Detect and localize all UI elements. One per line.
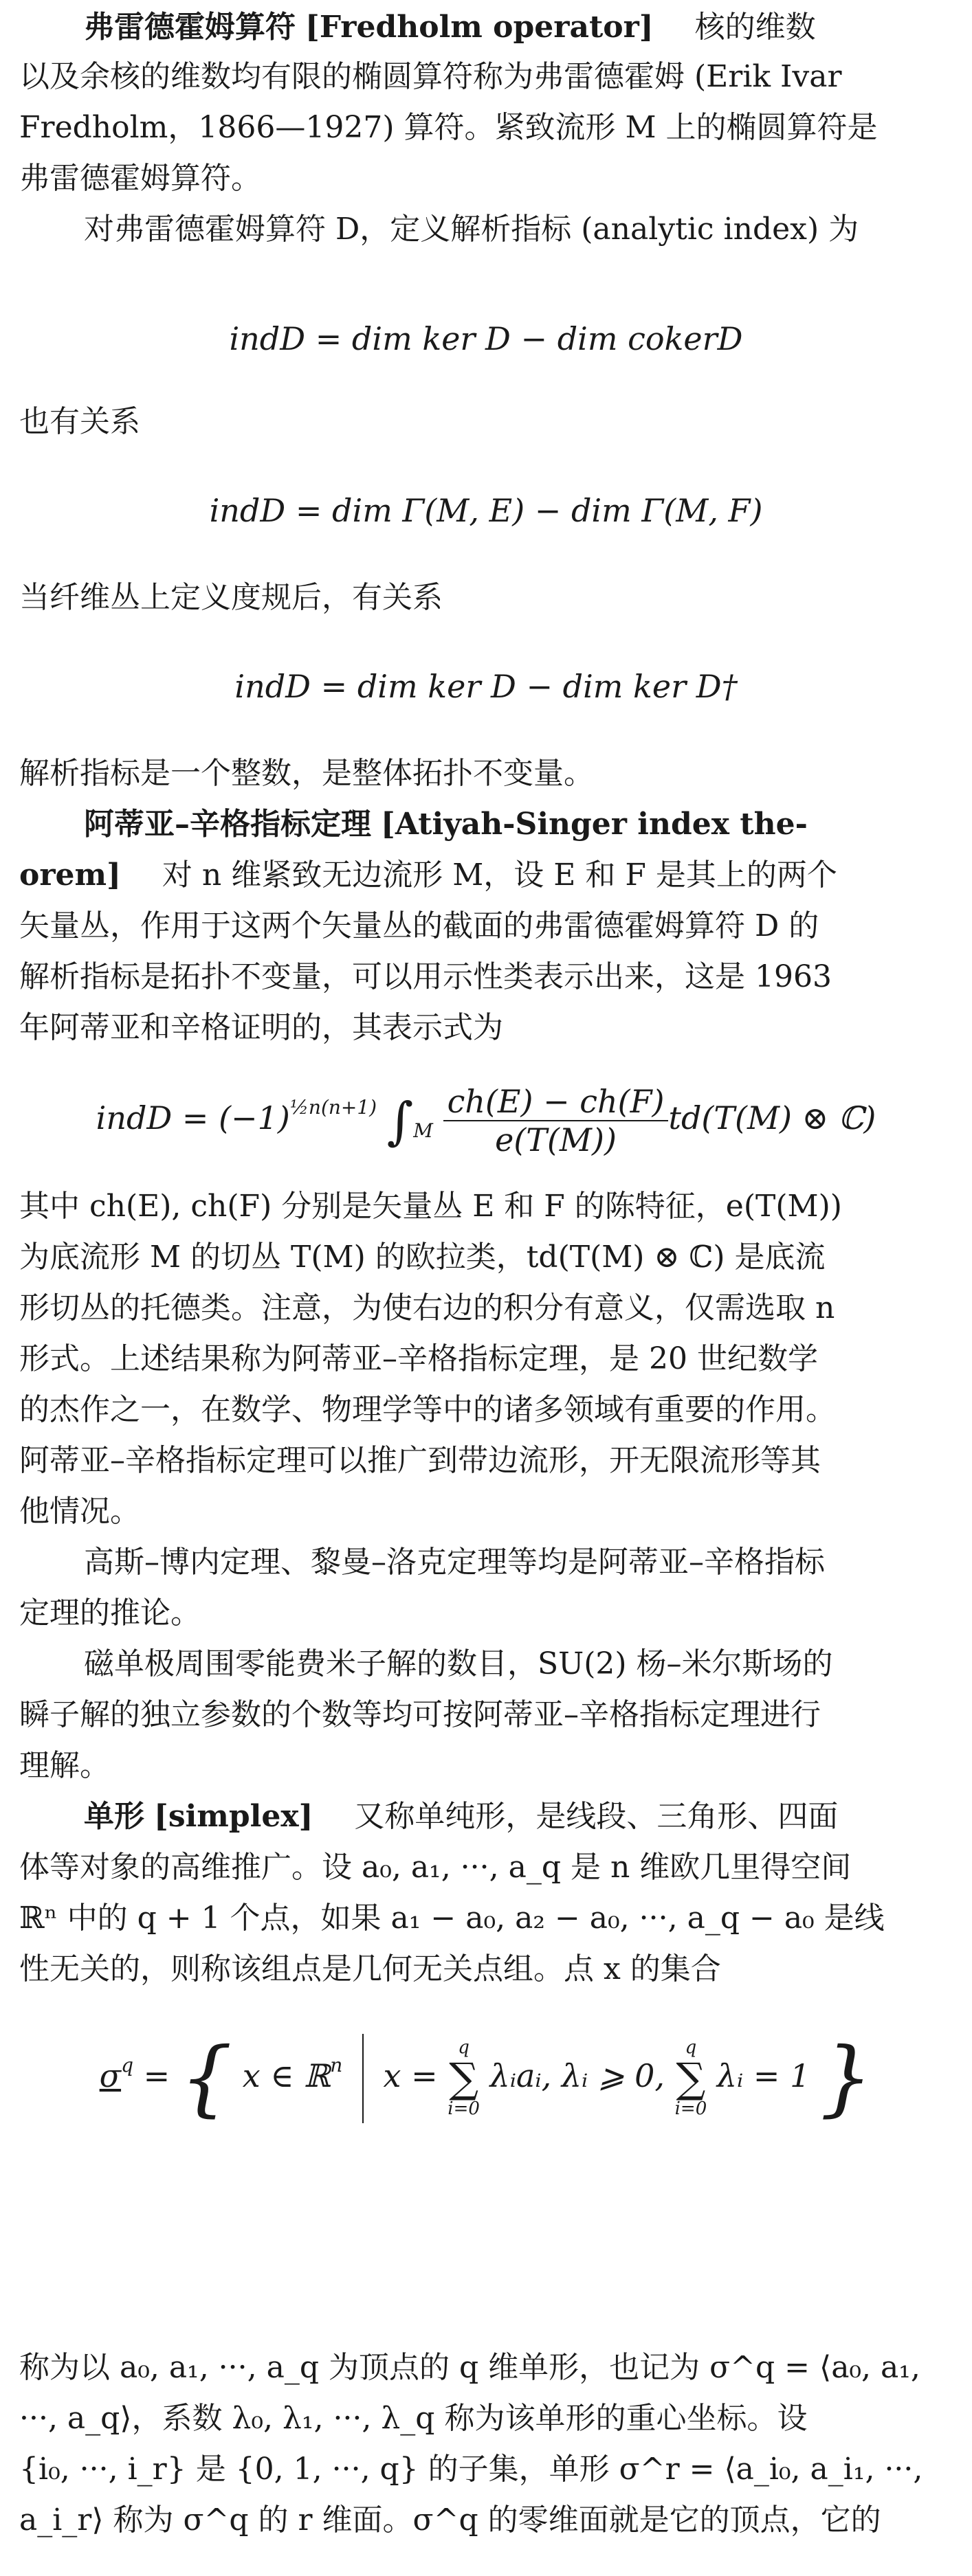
condition-lhs: x = — [383, 2057, 438, 2094]
set-dim-superscript: n — [330, 2054, 343, 2076]
term-atiyah-singer-en: [Atiyah-Singer index the- — [381, 807, 808, 842]
text-line: 的杰作之一，在数学、物理学等中的诸多领域有重要的作用。 — [19, 1392, 836, 1427]
text-line: 他情况。 — [19, 1494, 140, 1529]
text-line: 形切丛的托德类。注意，为使右边的积分有意义，仅需选取 n — [19, 1290, 835, 1325]
sum-sign: ∑ — [449, 2054, 479, 2103]
text-line: 高斯–博内定理、黎曼–洛克定理等均是阿蒂亚–辛格指标 — [84, 1545, 825, 1580]
integral-domain: M — [413, 1119, 433, 1142]
text-line: 体等对象的高维推广。设 a₀, a₁, ···, a_q 是 n 维欧几里得空间 — [19, 1850, 852, 1885]
eq-todd-class: td(T(M) ⊗ ℂ) — [668, 1099, 876, 1136]
term-atiyah-singer-en-cont: orem] — [19, 858, 121, 893]
text-line: 弗雷德霍姆算符。 — [19, 161, 261, 196]
text-line: 当纤维丛上定义度规后，有关系 — [19, 580, 443, 615]
term-fredholm-en: [Fredholm operator] — [305, 10, 654, 45]
text-line: 也有关系 — [19, 404, 140, 439]
term-atiyah-singer: 阿蒂亚–辛格指标定理 — [84, 807, 371, 842]
left-brace-icon: { — [179, 2030, 233, 2126]
text-line: Fredholm，1866—1927) 算符。紧致流形 M 上的椭圆算符是 — [19, 110, 878, 145]
condition-normalization: λᵢ = 1 — [716, 2057, 810, 2094]
text-line: ···, a_q⟩，系数 λ₀, λ₁, ···, λ_q 称为该单形的重心坐标。设 — [19, 2401, 808, 2436]
equation-index-adjoint: indD = dim ker D − dim ker D† — [234, 668, 738, 705]
text-line: 定理的推论。 — [19, 1595, 201, 1631]
atiyah-line-2 — [19, 860, 954, 891]
text-line: 又称单纯形，是线段、三角形、四面 — [354, 1799, 839, 1834]
text-line: 性无关的，则称该组点是几何无关点组。点 x 的集合 — [19, 1951, 721, 1986]
sum-lower: i=0 — [674, 2098, 707, 2119]
text-line: 核的维数 — [694, 10, 816, 45]
term-simplex-en: [simplex] — [154, 1799, 313, 1834]
sum-upper: q — [685, 2037, 697, 2059]
sum-lower: i=0 — [448, 2098, 480, 2119]
sigma-superscript: q — [121, 2054, 133, 2076]
text-line: 称为以 a₀, a₁, ···, a_q 为顶点的 q 维单形，也记为 σ^q = ⟨a₀, a₁, — [19, 2350, 920, 2385]
text-line: 瞬子解的独立参数的个数等均可按阿蒂亚–辛格指标定理进行 — [19, 1697, 821, 1732]
text-line: 以及余核的维数均有限的椭圆算符称为弗雷德霍姆 (Erik Ivar — [19, 59, 842, 94]
text-line: 形式。上述结果称为阿蒂亚–辛格指标定理，是 20 世纪数学 — [19, 1341, 818, 1376]
eq-fraction — [443, 1083, 669, 1158]
atiyah-heading-line — [84, 809, 972, 840]
eq-exponent: ½n(n+1) — [289, 1096, 377, 1119]
text-line: 解析指标是一个整数，是整体拓扑不变量。 — [19, 756, 594, 791]
text-line: 矢量丛，作用于这两个矢量丛的截面的弗雷德霍姆算符 D 的 — [19, 908, 819, 943]
eq-lhs: indD = (−1) — [96, 1099, 290, 1136]
sum-operator — [675, 2038, 707, 2118]
integral-sign: ∫ — [386, 1092, 414, 1151]
text-line: 对 n 维紧致无边流形 M，设 E 和 F 是其上的两个 — [162, 858, 837, 893]
equation-simplex-set — [0, 2030, 972, 2126]
simplex-heading-line — [84, 1799, 972, 1834]
sigma-symbol: σ — [99, 2057, 122, 2094]
text-line: 理解。 — [19, 1748, 110, 1783]
text-line: 磁单极周围零能费米子解的数目，SU(2) 杨–米尔斯场的 — [84, 1646, 833, 1681]
fredholm-heading-line — [84, 12, 972, 43]
text-line: 对弗雷德霍姆算符 D，定义解析指标 (analytic index) 为 — [84, 212, 859, 247]
sum-operator — [448, 2038, 480, 2118]
term-fredholm: 弗雷德霍姆算符 — [84, 10, 296, 45]
equation-atiyah-singer — [0, 1083, 972, 1158]
eq-denominator: e(T(M)) — [495, 1121, 617, 1158]
text-line: 年阿蒂亚和辛格证明的，其表示式为 — [19, 1010, 503, 1045]
eq-numerator: ch(E) − ch(F) — [443, 1086, 669, 1121]
sum-upper: q — [458, 2037, 470, 2059]
right-brace-icon: } — [819, 2030, 873, 2126]
sum-sign: ∑ — [676, 2054, 706, 2103]
text-line: ℝⁿ 中的 q + 1 个点，如果 a₁ − a₀, a₂ − a₀, ···, a_q − a₀ 是线 — [19, 1901, 885, 1936]
text-line: 为底流形 M 的切丛 T(M) 的欧拉类，td(T(M) ⊗ ℂ) 是底流 — [19, 1240, 826, 1275]
text-line: 其中 ch(E), ch(F) 分别是矢量丛 E 和 F 的陈特征，e(T(M)) — [19, 1189, 842, 1224]
equation-index-sections: indD = dim Γ(M, E) − dim Γ(M, F) — [209, 492, 763, 529]
set-separator-bar — [362, 2034, 364, 2123]
text-line: 阿蒂亚–辛格指标定理可以推广到带边流形，开无限流形等其 — [19, 1443, 821, 1478]
equation-index-kernel: indD = dim ker D − dim cokerD — [229, 320, 743, 357]
text-line: a_i_r⟩ 称为 σ^q 的 r 维面。σ^q 的零维面就是它的顶点，它的 — [19, 2502, 881, 2538]
condition-terms: λᵢaᵢ, λᵢ ⩾ 0, — [489, 2057, 665, 2094]
equals-sign: = — [143, 2057, 170, 2094]
text-line: {i₀, ···, i_r} 是 {0, 1, ···, q} 的子集，单形 σ^r = ⟨a_i₀, a_i₁, ···, — [19, 2452, 923, 2487]
set-element: x ∈ ℝ — [242, 2057, 331, 2094]
text-line: 解析指标是拓扑不变量，可以用示性类表示出来，这是 1963 — [19, 959, 832, 994]
term-simplex: 单形 — [84, 1799, 144, 1834]
